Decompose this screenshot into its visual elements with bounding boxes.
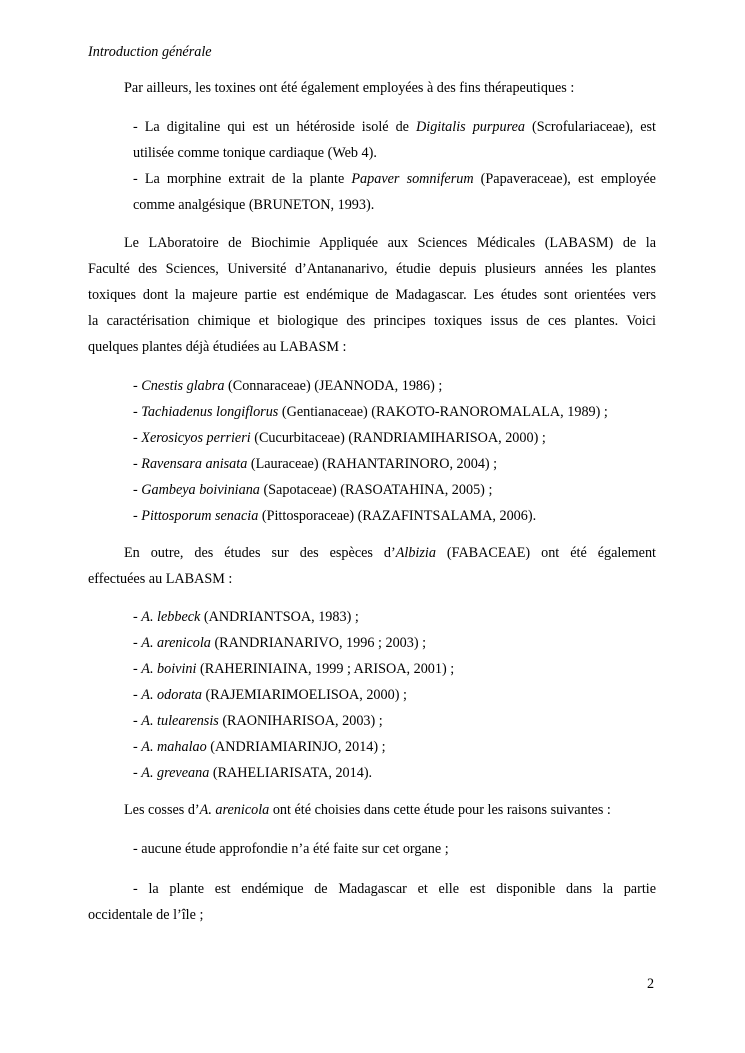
list-item: - A. lebbeck (ANDRIANTSOA, 1983) ;: [133, 609, 359, 625]
reason-item: - aucune étude approfondie n’a été faite sur cet organe ;: [133, 841, 449, 857]
list-item: - A. odorata (RAJEMIARIMOELISOA, 2000) ;: [133, 687, 407, 703]
paragraph-therapeutic-intro: Par ailleurs, les toxines ont été également employées à des fins thérapeutiques :: [124, 80, 575, 96]
paragraph-albizia: En outre, des études sur des espèces d’Albizia (FABACEAE) ont été également: [124, 545, 656, 561]
species-name: Xerosicyos perrieri: [141, 430, 251, 446]
species-name: Papaver somniferum: [351, 171, 474, 187]
running-header: [88, 43, 212, 61]
species-name: A. odorata: [141, 687, 202, 703]
species-name: A. mahalao: [141, 739, 207, 755]
list-item: - Tachiadenus longiflorus (Gentianaceae) (RAKOTO-RANOROMALALA, 1989) ;: [133, 404, 608, 420]
list-item: - Xerosicyos perrieri (Cucurbitaceae) (RANDRIAMIHARISOA, 2000) ;: [133, 430, 546, 446]
species-name: Pittosporum senacia: [141, 508, 259, 524]
list-item: - Cnestis glabra (Connaraceae) (JEANNODA, 1986) ;: [133, 378, 443, 394]
list-item: - A. mahalao (ANDRIAMIARINJO, 2014) ;: [133, 739, 386, 755]
list-item: - A. greveana (RAHELIARISATA, 2014).: [133, 765, 373, 781]
paragraph-labasm-line: Le LAboratoire de Biochimie Appliquée aux Sciences Médicales (LABASM) de la: [124, 235, 656, 251]
page-number: 2: [647, 976, 655, 992]
therapeutic-item-digitaline-cont: utilisée comme tonique cardiaque (Web 4).: [133, 145, 377, 161]
species-name: Digitalis purpurea: [416, 119, 525, 135]
species-name: Ravensara anisata: [141, 456, 248, 472]
paragraph-albizia-cont: effectuées au LABASM :: [88, 571, 233, 587]
list-item: - A. arenicola (RANDRIANARIVO, 1996 ; 2003) ;: [133, 635, 427, 651]
species-name: A. arenicola: [199, 802, 270, 818]
reason-item: - la plante est endémique de Madagascar et elle est disponible dans la partie: [133, 881, 656, 897]
therapeutic-item-morphine-cont: comme analgésique (BRUNETON, 1993).: [133, 197, 375, 213]
therapeutic-item-morphine: - La morphine extrait de la plante Papaver somniferum (Papaveraceae), est employée: [133, 171, 656, 187]
paragraph-labasm-line: toxiques dont la majeure partie est endémique de Madagascar. Les études sont orientées vers: [88, 287, 656, 303]
reason-item-cont: occidentale de l’île ;: [88, 907, 204, 923]
species-name: A. boivini: [141, 661, 197, 677]
list-item: - A. boivini (RAHERINIAINA, 1999 ; ARISOA, 2001) ;: [133, 661, 455, 677]
genus-name: Albizia: [395, 545, 436, 561]
species-name: A. tulearensis: [141, 713, 219, 729]
species-name: A. lebbeck: [141, 609, 201, 625]
species-name: Cnestis glabra: [141, 378, 225, 394]
paragraph-labasm-line: Faculté des Sciences, Université d’Antananarivo, étudie depuis plusieurs années les plantes: [88, 261, 656, 277]
paragraph-labasm-line: la caractérisation chimique et biologique des principes toxiques issus de ces plantes. Voici: [88, 313, 656, 329]
list-item: - Pittosporum senacia (Pittosporaceae) (RAZAFINTSALAMA, 2006).: [133, 508, 537, 524]
list-item: - Gambeya boiviniana (Sapotaceae) (RASOATAHINA, 2005) ;: [133, 482, 493, 498]
list-item: - A. tulearensis (RAONIHARISOA, 2003) ;: [133, 713, 383, 729]
species-name: A. greveana: [141, 765, 210, 781]
species-name: Tachiadenus longiflorus: [141, 404, 279, 420]
species-name: Gambeya boiviniana: [141, 482, 260, 498]
list-item: - Ravensara anisata (Lauraceae) (RAHANTARINORO, 2004) ;: [133, 456, 498, 472]
paragraph-labasm-line: quelques plantes déjà étudiées au LABASM :: [88, 339, 347, 355]
species-name: A. arenicola: [141, 635, 211, 651]
header-title: Introduction générale: [88, 44, 212, 60]
paragraph-reasons-intro: Les cosses d’A. arenicola ont été choisies dans cette étude pour les raisons suivantes :: [124, 802, 611, 818]
therapeutic-item-digitaline: - La digitaline qui est un hétéroside isolé de Digitalis purpurea (Scrofulariaceae), est: [133, 119, 656, 135]
